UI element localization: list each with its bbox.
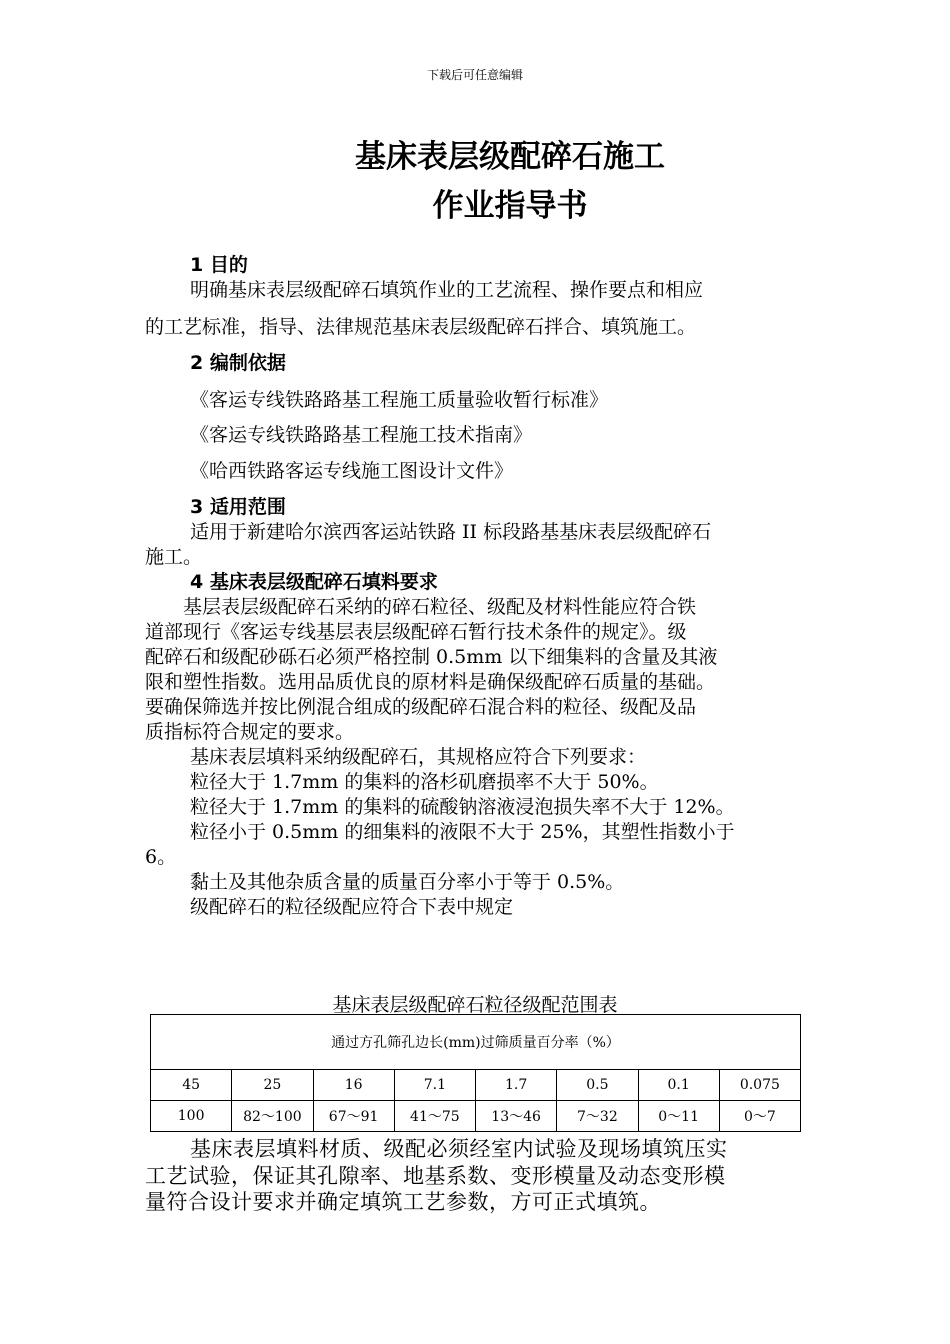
requirement-line: 粒径大于 1.7mm 的集料的硫酸钠溶液浸泡损失率不大于 12%。 bbox=[190, 796, 735, 818]
passing-range-cell: 67～91 bbox=[313, 1101, 394, 1132]
passing-range-cell: 7～32 bbox=[557, 1101, 638, 1132]
sieve-size-cell: 0.1 bbox=[638, 1070, 719, 1101]
sieve-size-cell: 0.075 bbox=[719, 1070, 800, 1101]
passing-range-cell: 82～100 bbox=[232, 1101, 313, 1132]
section4-para-line: 道部现行《客运专线基层表层级配碎石暂行技术条件的规定》。级 bbox=[145, 621, 687, 643]
passing-range-cell: 13～46 bbox=[476, 1101, 557, 1132]
requirement-line: 6。 bbox=[145, 846, 177, 868]
grading-table bbox=[150, 1014, 801, 1132]
table-row bbox=[151, 1070, 801, 1101]
closing-line: 量符合设计要求并确定填筑工艺参数，方可正式填筑。 bbox=[145, 1190, 661, 1214]
document-title-line1: 基床表层级配碎石施工 bbox=[355, 139, 665, 175]
requirement-line: 级配碎石的粒径级配应符合下表中规定 bbox=[190, 896, 514, 918]
reference-item: 《哈西铁路客运专线施工图设计文件》 bbox=[190, 460, 514, 482]
closing-line: 基床表层填料材质、级配必须经室内试验及现场填筑压实 bbox=[190, 1137, 728, 1161]
sieve-size-cell: 45 bbox=[151, 1070, 232, 1101]
section4-heading: 4 基床表层级配碎石填料要求 bbox=[190, 571, 438, 593]
requirement-line: 粒径小于 0.5mm 的细集料的液限不大于 25%，其塑性指数小于 bbox=[190, 821, 735, 843]
section4-para-line: 要确保筛选并按比例混合组成的级配碎石混合料的粒径、级配及品 bbox=[145, 696, 697, 718]
passing-range-cell: 0～11 bbox=[638, 1101, 719, 1132]
section4-para-line: 配碎石和级配砂砾石必须严格控制 0.5mm 以下细集料的含量及其液 bbox=[145, 646, 718, 668]
passing-range-cell: 100 bbox=[151, 1101, 232, 1132]
section1-line: 明确基床表层级配碎石填筑作业的工艺流程、操作要点和相应 bbox=[190, 279, 704, 301]
section2-heading: 2 编制依据 bbox=[190, 352, 286, 374]
document-title-line2: 作业指导书 bbox=[432, 188, 588, 224]
section3-heading: 3 适用范围 bbox=[190, 496, 286, 518]
sieve-size-cell: 1.7 bbox=[476, 1070, 557, 1101]
requirement-line: 基床表层填料采纳级配碎石，其规格应符合下列要求： bbox=[190, 746, 647, 768]
section4-para-line: 限和塑性指数。选用品质优良的原材料是确保级配碎石质量的基础。 bbox=[145, 671, 716, 693]
closing-line: 工艺试验，保证其孔隙率、地基系数、变形模量及动态变形模 bbox=[145, 1164, 726, 1188]
reference-item: 《客运专线铁路路基工程施工技术指南》 bbox=[190, 424, 533, 446]
sieve-size-cell: 16 bbox=[313, 1070, 394, 1101]
table-row bbox=[151, 1101, 801, 1132]
section4-para-line: 基层表层级配碎石采纳的碎石粒径、级配及材料性能应符合铁 bbox=[183, 596, 697, 618]
table-caption: 基床表层级配碎石粒径级配范围表 bbox=[332, 994, 618, 1016]
section1-heading: 1 目的 bbox=[190, 254, 248, 276]
passing-range-cell: 41～75 bbox=[394, 1101, 475, 1132]
table-header-cell: 通过方孔筛孔边长(mm)过筛质量百分率（%） bbox=[151, 1015, 801, 1070]
section3-line: 适用于新建哈尔滨西客运站铁路 II 标段路基基床表层级配碎石 bbox=[190, 521, 712, 543]
reference-item: 《客运专线铁路路基工程施工质量验收暂行标准》 bbox=[190, 389, 609, 411]
section1-line: 的工艺标准，指导、法律规范基床表层级配碎石拌合、填筑施工。 bbox=[145, 316, 697, 338]
sieve-size-cell: 7.1 bbox=[394, 1070, 475, 1101]
sieve-size-cell: 25 bbox=[232, 1070, 313, 1101]
section4-para-line: 质指标符合规定的要求。 bbox=[145, 721, 355, 743]
requirement-line: 黏土及其他杂质含量的质量百分率小于等于 0.5%。 bbox=[190, 871, 625, 893]
passing-range-cell: 0～7 bbox=[719, 1101, 800, 1132]
section3-line: 施工。 bbox=[145, 546, 203, 568]
header-note: 下载后可任意编辑 bbox=[426, 68, 523, 82]
requirement-line: 粒径大于 1.7mm 的集料的洛杉矶磨损率不大于 50%。 bbox=[190, 771, 659, 793]
sieve-size-cell: 0.5 bbox=[557, 1070, 638, 1101]
